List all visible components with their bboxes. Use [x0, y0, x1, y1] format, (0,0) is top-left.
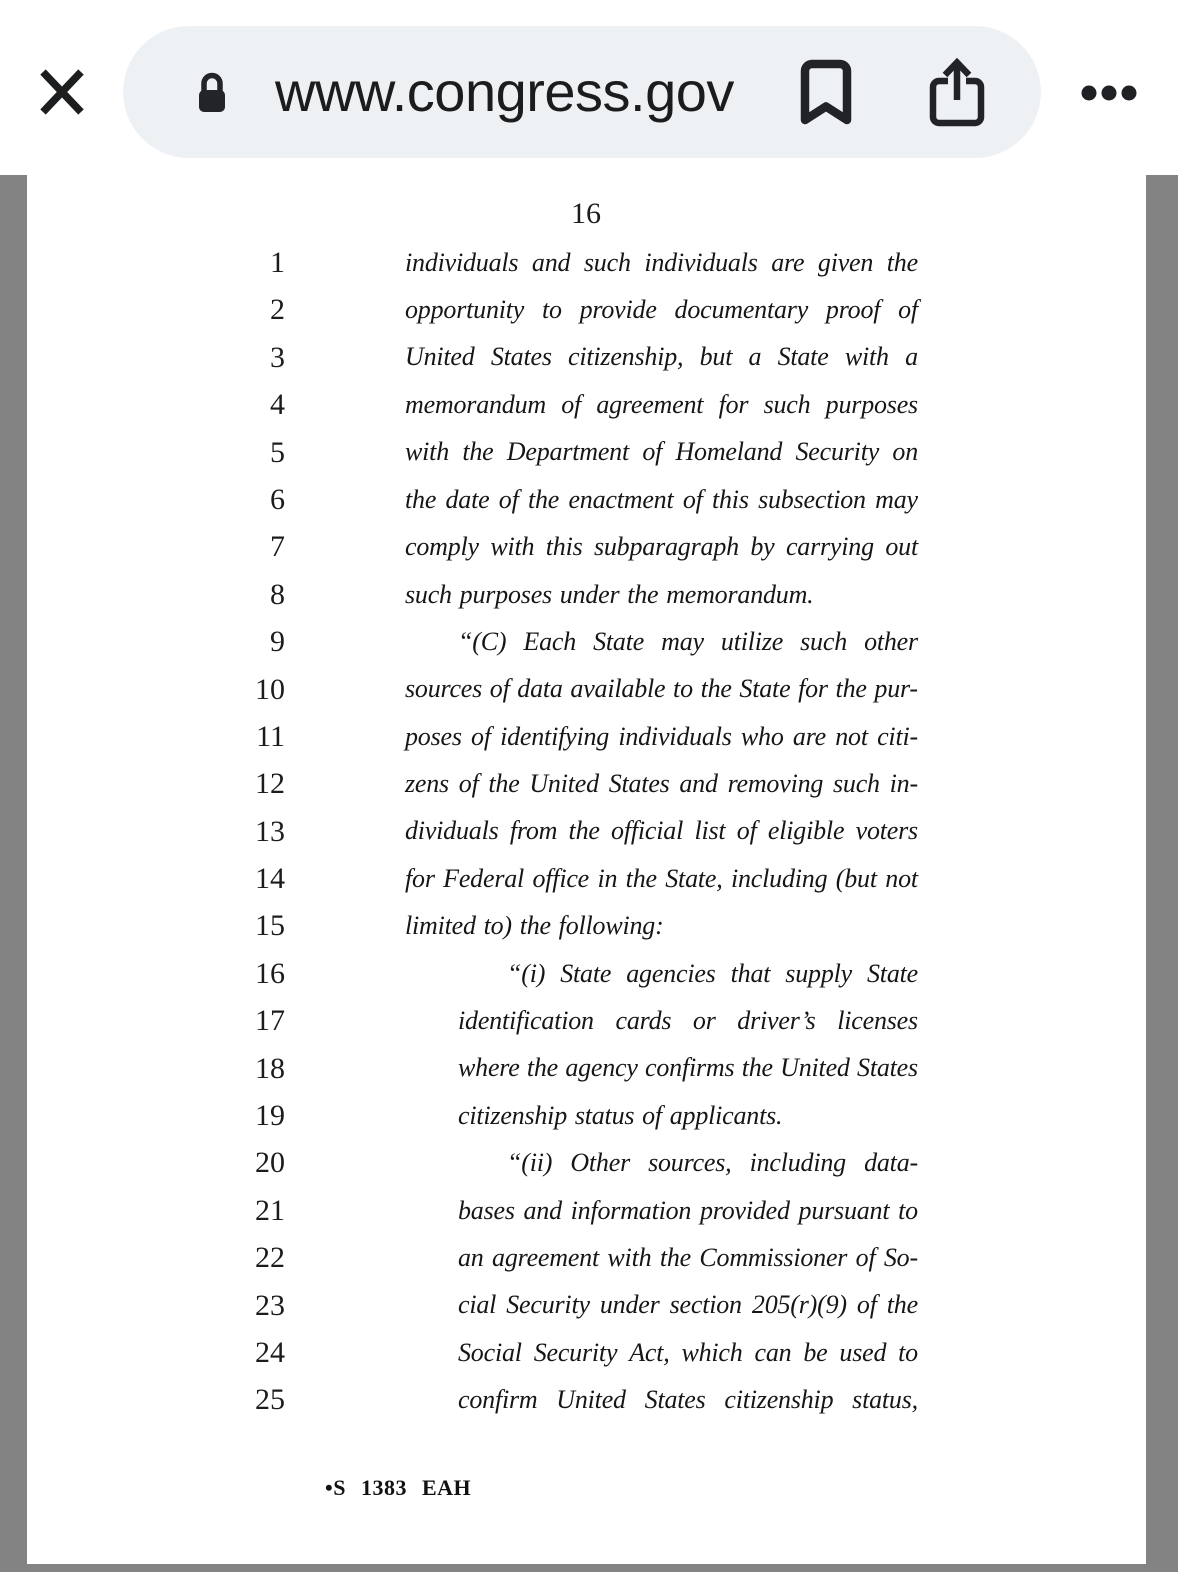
line-number: 7 — [270, 530, 285, 564]
line-text: zens of the United States and removing such in- — [405, 768, 918, 798]
line-text: individuals and such individuals are given the — [405, 247, 918, 277]
line-number: 20 — [255, 1146, 285, 1180]
document-line — [0, 950, 1178, 997]
bookmark-icon — [799, 113, 853, 128]
document-line — [0, 334, 1178, 381]
close-icon — [36, 108, 88, 123]
line-text: bases and information provided pursuant to — [458, 1195, 918, 1225]
document-line — [0, 523, 1178, 570]
line-number: 10 — [255, 672, 285, 706]
line-number: 24 — [255, 1335, 285, 1369]
line-number: 3 — [270, 340, 285, 374]
page-number: 16 — [571, 197, 601, 230]
pdf-scroll-area[interactable] — [0, 175, 1178, 1572]
line-text: an agreement with the Commissioner of So- — [458, 1242, 918, 1272]
document-line — [0, 666, 1178, 713]
line-text: such purposes under the memorandum. — [405, 579, 814, 609]
line-number: 1 — [270, 246, 285, 279]
close-button[interactable] — [36, 64, 88, 120]
document-line — [0, 429, 1178, 476]
line-number: 16 — [255, 956, 285, 990]
line-number: 17 — [255, 1004, 285, 1038]
document-line — [0, 1376, 1178, 1423]
line-text: memorandum of agreement for such purposes — [405, 389, 918, 419]
bookmark-button[interactable] — [799, 59, 853, 125]
document-line — [0, 1282, 1178, 1329]
url-text: www.congress.gov — [275, 60, 734, 123]
line-number: 19 — [255, 1099, 285, 1133]
line-number: 22 — [255, 1241, 285, 1275]
line-text: “(C) Each State may utilize such other — [458, 626, 918, 656]
document-line — [0, 1139, 1178, 1186]
document-line — [0, 476, 1178, 523]
document-line — [0, 286, 1178, 333]
document-line — [0, 808, 1178, 855]
document-body — [0, 239, 1178, 1424]
more-options-button[interactable] — [1080, 82, 1138, 104]
share-icon — [926, 118, 988, 133]
line-number: 4 — [270, 388, 285, 422]
line-number: 13 — [255, 814, 285, 848]
line-number: 18 — [255, 1051, 285, 1085]
line-number: 2 — [270, 293, 285, 327]
line-number: 25 — [255, 1383, 285, 1417]
line-number: 9 — [270, 625, 285, 659]
line-text: opportunity to provide documentary proof of — [405, 295, 918, 325]
url-bar[interactable] — [123, 26, 1041, 158]
line-text: “(i) State agencies that supply State — [507, 958, 918, 988]
document-line — [0, 1045, 1178, 1092]
line-text: poses of identifying individuals who are not citi- — [405, 721, 918, 751]
line-text: confirm United States citizenship status, — [458, 1385, 918, 1415]
line-text: identification cards or driver’s licenses — [458, 1005, 918, 1035]
line-text: with the Department of Homeland Security on — [405, 437, 918, 467]
document-line — [0, 1092, 1178, 1139]
line-text: citizenship status of applicants. — [458, 1101, 783, 1131]
document-line — [0, 571, 1178, 618]
document-line — [0, 855, 1178, 902]
document-line — [0, 713, 1178, 760]
more-options-icon — [1080, 92, 1138, 107]
line-text: the date of the enactment of this subsection may — [405, 484, 918, 514]
document-line — [0, 997, 1178, 1044]
line-number: 8 — [270, 577, 285, 611]
line-number: 5 — [270, 435, 285, 469]
line-number: 12 — [255, 767, 285, 801]
document-line — [0, 1187, 1178, 1234]
line-text: cial Security under section 205(r)(9) of the — [458, 1290, 918, 1320]
line-text: comply with this subparagraph by carrying out — [405, 532, 918, 562]
line-text: “(ii) Other sources, including data- — [507, 1148, 918, 1178]
document-line — [0, 1234, 1178, 1281]
line-text: sources of data available to the State for the pur- — [405, 674, 918, 704]
line-text: limited to) the following: — [405, 911, 664, 941]
line-number: 14 — [255, 862, 285, 896]
share-button[interactable] — [926, 54, 988, 130]
line-text: dividuals from the official list of eligible voters — [405, 816, 918, 846]
line-text: where the agency confirms the United States — [458, 1053, 918, 1083]
line-number: 23 — [255, 1288, 285, 1322]
line-text: United States citizenship, but a State with a — [405, 342, 918, 372]
line-text: for Federal office in the State, including (but not — [405, 863, 918, 893]
viewer-gutter-bottom — [0, 1564, 1178, 1572]
line-number: 15 — [255, 909, 285, 943]
document-line — [0, 902, 1178, 949]
line-number: 6 — [270, 482, 285, 516]
document-line — [0, 239, 1178, 286]
lock-icon — [193, 70, 231, 116]
browser-top-bar — [0, 0, 1178, 175]
line-number: 21 — [255, 1193, 285, 1227]
document-line — [0, 618, 1178, 665]
document-line — [0, 1329, 1178, 1376]
line-text: Social Security Act, which can be used to — [458, 1337, 918, 1367]
document-line — [0, 760, 1178, 807]
document-line — [0, 381, 1178, 428]
bill-footer-label: •S 1383 EAH — [325, 1475, 472, 1500]
line-number: 11 — [256, 719, 285, 753]
